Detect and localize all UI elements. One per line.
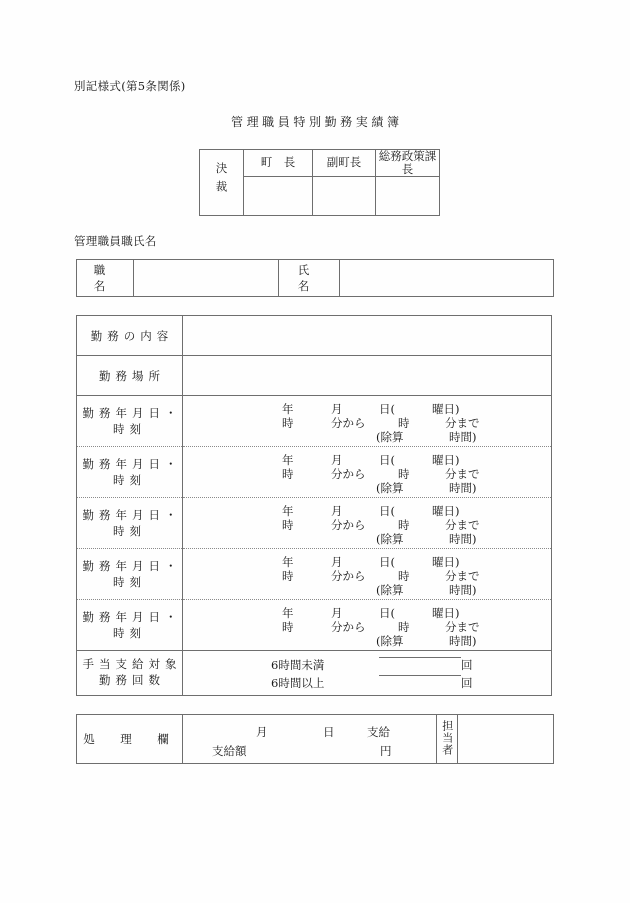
work-place-input[interactable] bbox=[183, 356, 552, 396]
day-token-4: 日( bbox=[379, 555, 395, 569]
payment-paid-token: 支給 bbox=[367, 725, 390, 739]
year-token-3: 年 bbox=[282, 504, 294, 518]
exclude-hours-token-5: 時間) bbox=[449, 634, 477, 648]
start-minute-token-2: 分から bbox=[331, 467, 366, 481]
approval-stamp-general-affairs-chief[interactable] bbox=[376, 176, 440, 215]
processing-table bbox=[76, 714, 554, 764]
staff-label bbox=[437, 715, 458, 764]
end-minute-token-1: 分まで bbox=[445, 416, 480, 430]
processing-label bbox=[77, 715, 183, 764]
day-token-5: 日( bbox=[379, 606, 395, 620]
approval-row-label bbox=[200, 150, 244, 216]
approval-table bbox=[199, 149, 440, 216]
day-token-3: 日( bbox=[379, 504, 395, 518]
exclude-token-2: (除算 bbox=[376, 481, 404, 495]
start-minute-token-5: 分から bbox=[331, 620, 366, 634]
end-minute-token-4: 分まで bbox=[445, 569, 480, 583]
end-minute-token-2: 分まで bbox=[445, 467, 480, 481]
table-row bbox=[77, 549, 552, 600]
record-fields-5[interactable] bbox=[183, 600, 552, 651]
record-lines-1 bbox=[183, 396, 551, 446]
employee-name-table bbox=[76, 259, 554, 297]
work-record-table bbox=[76, 315, 552, 696]
position-label bbox=[77, 260, 139, 297]
allowance-label-line2: 勤務回数 bbox=[99, 673, 165, 687]
record-lines-3 bbox=[183, 498, 551, 548]
exclude-hours-token-2: 時間) bbox=[449, 481, 477, 495]
weekday-token-4: 曜日) bbox=[432, 555, 460, 569]
record-lines-4 bbox=[183, 549, 551, 599]
end-hour-token-5: 時 bbox=[398, 620, 410, 634]
record-label-3: 勤務年月日・時刻 bbox=[77, 498, 183, 549]
table-row bbox=[77, 600, 552, 651]
record-lines-2 bbox=[183, 447, 551, 497]
allowance-label-line1: 手当支給対象 bbox=[82, 657, 182, 672]
processing-payment-fields[interactable] bbox=[183, 715, 437, 764]
under6-count-field[interactable] bbox=[379, 657, 473, 672]
month-token-1: 月 bbox=[331, 402, 343, 416]
start-minute-token-4: 分から bbox=[331, 569, 366, 583]
month-token-3: 月 bbox=[331, 504, 343, 518]
page-title: 管理職員特別勤務実績簿 bbox=[230, 115, 403, 129]
approval-stamp-mayor[interactable] bbox=[244, 176, 313, 215]
day-token-1: 日( bbox=[379, 402, 395, 416]
approval-header-deputy-mayor: 副町長 bbox=[313, 150, 376, 177]
under6-unit: 回 bbox=[461, 658, 473, 672]
year-token-1: 年 bbox=[282, 402, 294, 416]
year-token-5: 年 bbox=[282, 606, 294, 620]
exclude-token-1: (除算 bbox=[376, 430, 404, 444]
allowance-row bbox=[77, 651, 552, 696]
approval-header-general-affairs-chief: 総務政策課長 bbox=[376, 150, 440, 177]
work-place-row bbox=[77, 356, 552, 396]
start-hour-token-1: 時 bbox=[282, 416, 294, 430]
end-hour-token-3: 時 bbox=[398, 518, 410, 532]
work-content-label: 勤務の内容 bbox=[77, 316, 183, 356]
allowance-label bbox=[77, 651, 183, 696]
payment-day-token: 日 bbox=[323, 725, 335, 739]
position-input[interactable] bbox=[134, 260, 279, 297]
exclude-hours-token-4: 時間) bbox=[449, 583, 477, 597]
under6-label: 6時間未満 bbox=[271, 658, 325, 672]
payment-amount-label: 支給額 bbox=[212, 744, 247, 758]
processing-lines bbox=[183, 715, 436, 763]
work-content-row bbox=[77, 316, 552, 356]
payment-month-token: 月 bbox=[256, 725, 268, 739]
record-label-4: 勤務年月日・時刻 bbox=[77, 549, 183, 600]
exclude-token-3: (除算 bbox=[376, 532, 404, 546]
weekday-token-5: 曜日) bbox=[432, 606, 460, 620]
month-token-4: 月 bbox=[331, 555, 343, 569]
day-token-2: 日( bbox=[379, 453, 395, 467]
employee-name-row bbox=[77, 260, 554, 297]
start-minute-token-3: 分から bbox=[331, 518, 366, 532]
end-hour-token-4: 時 bbox=[398, 569, 410, 583]
name-input[interactable] bbox=[340, 260, 554, 297]
name-label-text: 氏 名 bbox=[297, 263, 343, 293]
end-minute-token-3: 分まで bbox=[445, 518, 480, 532]
year-token-4: 年 bbox=[282, 555, 294, 569]
processing-row bbox=[77, 715, 554, 764]
end-hour-token-2: 時 bbox=[398, 467, 410, 481]
record-label-2: 勤務年月日・時刻 bbox=[77, 447, 183, 498]
exclude-token-4: (除算 bbox=[376, 583, 404, 597]
work-content-input[interactable] bbox=[183, 316, 552, 356]
table-row bbox=[77, 447, 552, 498]
approval-header-row bbox=[200, 150, 440, 177]
over6-unit: 回 bbox=[461, 676, 473, 690]
exclude-hours-token-3: 時間) bbox=[449, 532, 477, 546]
record-label-1: 勤務年月日・時刻 bbox=[77, 396, 183, 447]
form-number: 別記様式(第5条関係) bbox=[74, 79, 186, 93]
record-lines-5 bbox=[183, 600, 551, 650]
approval-header-mayor: 町 長 bbox=[244, 150, 313, 177]
over6-label: 6時間以上 bbox=[271, 676, 325, 690]
allowance-fields[interactable] bbox=[183, 651, 552, 696]
position-label-text: 職 名 bbox=[93, 263, 139, 293]
processing-label-text: 処 理 欄 bbox=[83, 732, 176, 746]
staff-stamp-input[interactable] bbox=[458, 715, 554, 764]
record-fields-2[interactable] bbox=[183, 447, 552, 498]
staff-label-text: 担当者 bbox=[440, 719, 454, 756]
start-hour-token-5: 時 bbox=[282, 620, 294, 634]
approval-label-text: 決裁 bbox=[214, 162, 229, 200]
weekday-token-2: 曜日) bbox=[432, 453, 460, 467]
approval-stamp-deputy-mayor[interactable] bbox=[313, 176, 376, 215]
allowance-lines bbox=[183, 651, 551, 695]
weekday-token-3: 曜日) bbox=[432, 504, 460, 518]
table-row bbox=[77, 498, 552, 549]
name-label bbox=[279, 260, 343, 297]
record-fields-4[interactable] bbox=[183, 549, 552, 600]
start-hour-token-4: 時 bbox=[282, 569, 294, 583]
exclude-hours-token-1: 時間) bbox=[449, 430, 477, 444]
exclude-token-5: (除算 bbox=[376, 634, 404, 648]
start-minute-token-1: 分から bbox=[331, 416, 366, 430]
weekday-token-1: 曜日) bbox=[432, 402, 460, 416]
end-hour-token-1: 時 bbox=[398, 416, 410, 430]
table-row bbox=[77, 396, 552, 447]
record-fields-1[interactable] bbox=[183, 396, 552, 447]
payment-yen-token: 円 bbox=[380, 744, 392, 758]
work-place-label: 勤務場所 bbox=[77, 356, 183, 396]
record-label-5: 勤務年月日・時刻 bbox=[77, 600, 183, 651]
record-fields-3[interactable] bbox=[183, 498, 552, 549]
over6-count-field[interactable] bbox=[379, 675, 473, 690]
year-token-2: 年 bbox=[282, 453, 294, 467]
employee-section-label: 管理職員職氏名 bbox=[74, 234, 157, 248]
month-token-5: 月 bbox=[331, 606, 343, 620]
start-hour-token-3: 時 bbox=[282, 518, 294, 532]
end-minute-token-5: 分まで bbox=[445, 620, 480, 634]
start-hour-token-2: 時 bbox=[282, 467, 294, 481]
month-token-2: 月 bbox=[331, 453, 343, 467]
